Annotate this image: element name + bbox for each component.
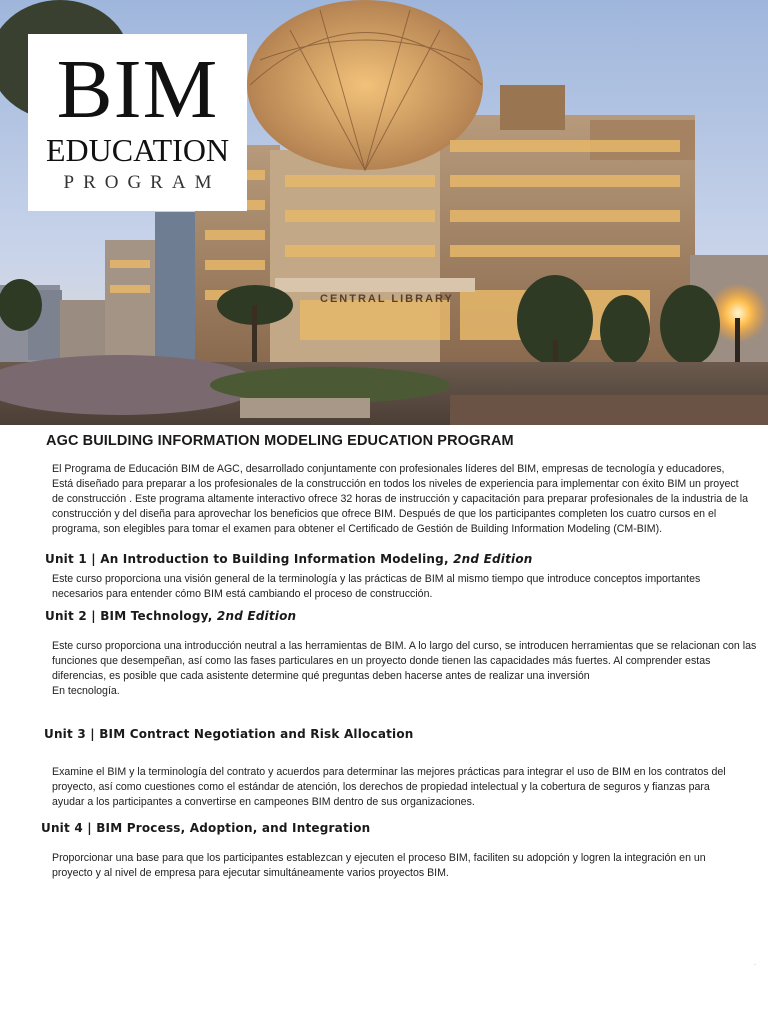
- intro-line: construcción y del diseña para aprovechar los beneficios que ofrece BIM. Después de que los participantes completen los cuatro cursos en el: [52, 508, 717, 520]
- unit-2-title: Unit 2 | BIM Technology,: [45, 609, 213, 623]
- logo-bim-text: BIM: [56, 43, 219, 136]
- unit-4-title: Unit 4 | BIM Process, Adoption, and Integration: [41, 821, 371, 835]
- unit-1-description: [52, 572, 700, 602]
- building-sign: CENTRAL LIBRARY: [320, 293, 454, 305]
- bim-education-logo: [28, 34, 247, 211]
- intro-line: programa, son elegibles para tomar el examen para obtener el Certificado de Gestión de Building Information Modeling (CM-BIM).: [52, 523, 663, 535]
- unit-1-heading: [45, 552, 533, 566]
- unit-4-line: Proporcionar una base para que los participantes establezcan y ejecuten el proceso BIM, faciliten su adopción y logren la integración en un: [52, 852, 706, 864]
- unit-4-heading: [41, 821, 370, 835]
- unit-1-line: Este curso proporciona una visión general de la terminología y las prácticas de BIM al mismo tiempo que introduce conceptos importantes: [52, 573, 701, 585]
- unit-2-heading: [45, 609, 296, 623]
- intro-line: Está diseñado para preparar a los profesionales de la construcción en todos los niveles de experiencia para implementar con éxito BIM un proyect: [52, 478, 739, 490]
- intro-paragraph: [52, 462, 748, 537]
- unit-2-line: funciones que desempeñan, así como las fases particulares en un proyecto donde tienen las capacidades más fuertes. Al comprender estas: [52, 655, 711, 667]
- unit-4-line: proyecto y al nivel de empresa para ejecutar simultáneamente varios proyectos BIM.: [52, 867, 449, 879]
- unit-3-line: ayudar a los participantes a convertirse en campeones BIM dentro de sus organizaciones.: [52, 796, 475, 808]
- unit-3-description: [52, 765, 726, 810]
- unit-3-line: Examine el BIM y la terminología del contrato y acuerdos para determinar las mejores prácticas para integrar el uso de BIM en los contratos del: [52, 766, 726, 778]
- logo-program-text: PROGRAM: [63, 172, 221, 193]
- unit-4-description: [52, 851, 706, 881]
- intro-line: de construcción . Este programa altamente interactivo ofrece 32 horas de instrucción y capacitación para preparar profesionales de la industria de la: [52, 493, 749, 505]
- unit-2-line: diferencias, es posible que cada asistente determine qué preguntas deben hacerse antes de realizar una inversión: [52, 670, 590, 682]
- footer-mark: ·: [754, 962, 756, 968]
- unit-2-description: [52, 639, 756, 699]
- unit-3-line: proyecto, así como cuestiones como el estándar de atención, los derechos de propiedad intelectual y la cobertura de seguros y fianzas para: [52, 781, 710, 793]
- unit-3-heading: [44, 727, 414, 741]
- logo-education-text: EDUCATION: [45, 132, 230, 168]
- unit-1-edition: 2nd Edition: [453, 552, 533, 566]
- unit-3-title: Unit 3 | BIM Contract Negotiation and Risk Allocation: [44, 727, 414, 741]
- page-title: AGC BUILDING INFORMATION MODELING EDUCATION PROGRAM: [46, 433, 514, 449]
- unit-1-line: necesarios para entender cómo BIM está cambiando el proceso de construcción.: [52, 588, 433, 600]
- intro-line: El Programa de Educación BIM de AGC, desarrollado conjuntamente con profesionales líderes del BIM, empresas de tecnología y educadores,: [52, 463, 725, 475]
- unit-2-line: En tecnología.: [52, 685, 120, 697]
- unit-2-line: Este curso proporciona una introducción neutral a las herramientas de BIM. A lo largo del curso, se introducen herramientas que se relacionan con las: [52, 640, 757, 652]
- unit-2-edition: 2nd Edition: [216, 609, 297, 623]
- unit-1-title: Unit 1 | An Introduction to Building Information Modeling,: [45, 552, 449, 566]
